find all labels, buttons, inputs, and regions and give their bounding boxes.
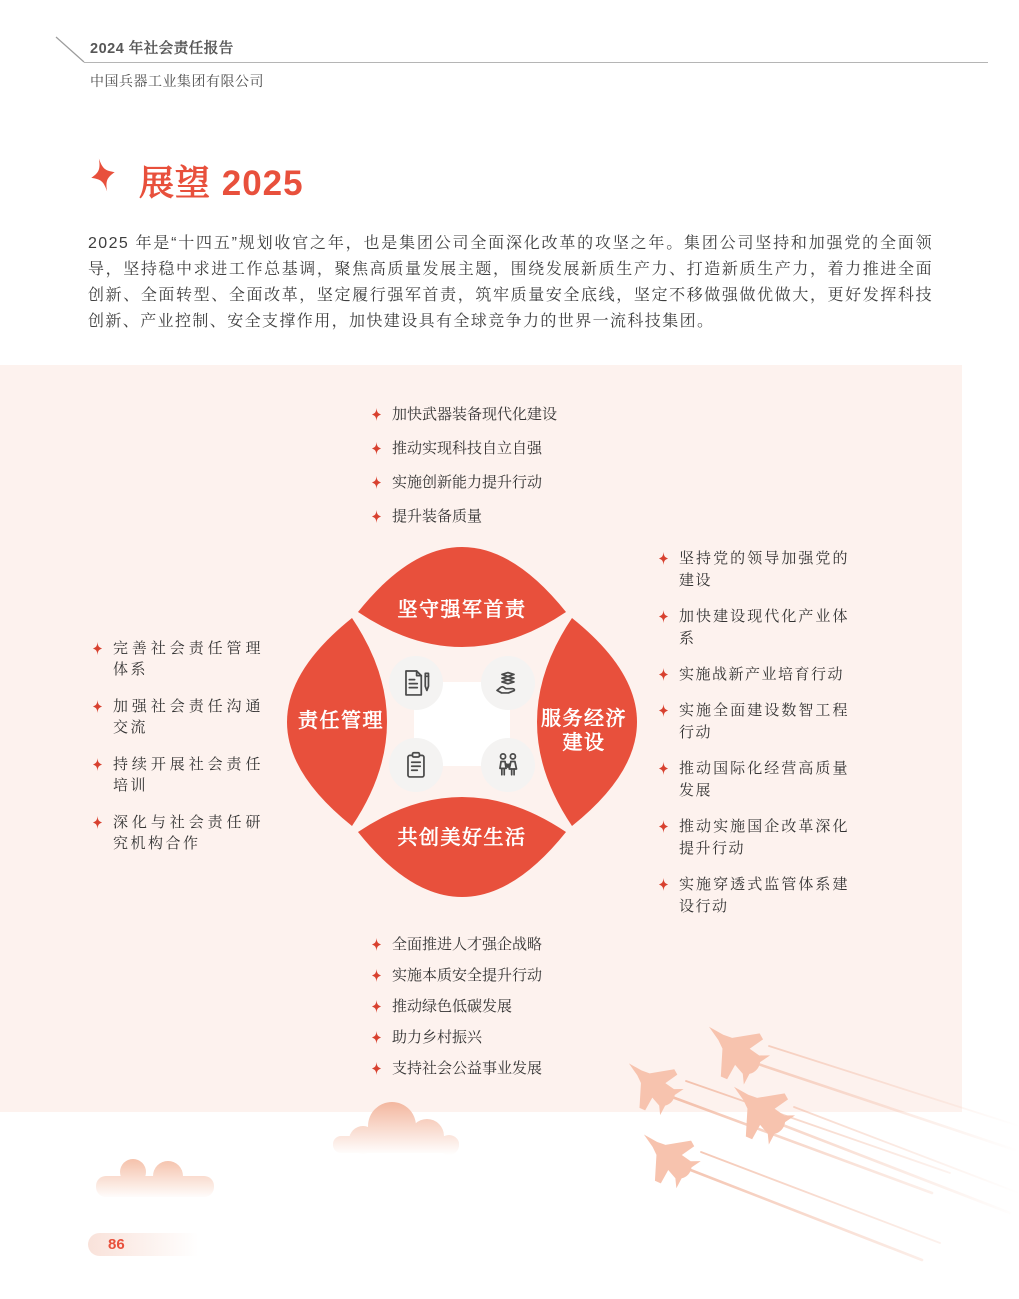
report-title: 2024 年社会责任报告 — [90, 41, 234, 57]
list-item: 深化与社会责任研究机构合作 — [91, 812, 263, 854]
sparkle-bullet-icon — [370, 1062, 383, 1075]
list-item: 推动实施国企改革深化提升行动 — [657, 816, 849, 860]
page-number: 86 — [108, 1236, 125, 1253]
sparkle-bullet-icon — [370, 938, 383, 951]
petal-label-economy: 服务经济建设 — [541, 708, 627, 754]
sparkle-bullet-icon — [370, 442, 383, 455]
sparkle-bullet-icon — [91, 758, 104, 771]
list-item: 坚持党的领导加强党的建设 — [657, 548, 849, 592]
sparkle-bullet-icon — [370, 1000, 383, 1013]
cloud-icon — [96, 1159, 214, 1197]
sparkle-bullet-icon — [370, 969, 383, 982]
list-item: 推动国际化经营高质量发展 — [657, 758, 849, 802]
responsibility-management-list — [91, 638, 263, 870]
sparkle-bullet-icon — [91, 700, 104, 713]
list-item: 实施穿透式监管体系建设行动 — [657, 874, 849, 918]
military-duty-list — [370, 404, 557, 540]
sparkle-bullet-icon — [91, 642, 104, 655]
list-item: 支持社会公益事业发展 — [370, 1058, 542, 1079]
company-name: 中国兵器工业集团有限公司 — [90, 73, 264, 89]
list-item: 完善社会责任管理体系 — [91, 638, 263, 680]
economy-service-list — [657, 548, 849, 932]
list-item: 持续开展社会责任培训 — [91, 754, 263, 796]
sparkle-bullet-icon — [370, 1031, 383, 1044]
sparkle-bullet-icon — [370, 408, 383, 421]
list-item: 全面推进人才强企战略 — [370, 934, 542, 955]
petal-label-life: 共创美好生活 — [397, 827, 527, 849]
page-title: 展望 2025 — [139, 164, 304, 203]
list-item: 实施本质安全提升行动 — [370, 965, 542, 986]
page-number-pill — [88, 1233, 218, 1256]
list-item: 实施全面建设数智工程行动 — [657, 700, 849, 744]
list-item: 推动绿色低碳发展 — [370, 996, 542, 1017]
better-life-list — [370, 934, 542, 1089]
sparkle-bullet-icon — [91, 816, 104, 829]
outlook-paragraph: 2025 年是“十四五”规划收官之年，也是集团公司全面深化改革的攻坚之年。集团公司坚持和加强党的全面领导，坚持稳中求进工作总基调，聚焦高质量发展主题，围绕发展新质生产力、打造新质生产力，着力推进全面创新、全面转型、全面改革，坚定履行强军首责，筑牢质量安全底线，坚定不移做强做优做大，更好发挥科技创新、产业控制、安全支撑作用，加快建设具有全球竞争力的世界一流科技集团。 — [88, 235, 933, 330]
list-item: 实施战新产业培育行动 — [657, 664, 849, 686]
sparkle-bullet-icon — [370, 476, 383, 489]
petal-label-military: 坚守强军首责 — [397, 599, 527, 621]
sparkle-icon — [82, 153, 124, 196]
list-item: 提升装备质量 — [370, 506, 557, 527]
list-item: 实施创新能力提升行动 — [370, 472, 557, 493]
petal-label-management: 责任管理 — [298, 710, 384, 732]
list-item: 助力乡村振兴 — [370, 1027, 542, 1048]
list-item: 加强社会责任沟通交流 — [91, 696, 263, 738]
list-item: 推动实现科技自立自强 — [370, 438, 557, 459]
list-item: 加快武器装备现代化建设 — [370, 404, 557, 425]
list-item: 加快建设现代化产业体系 — [657, 606, 849, 650]
